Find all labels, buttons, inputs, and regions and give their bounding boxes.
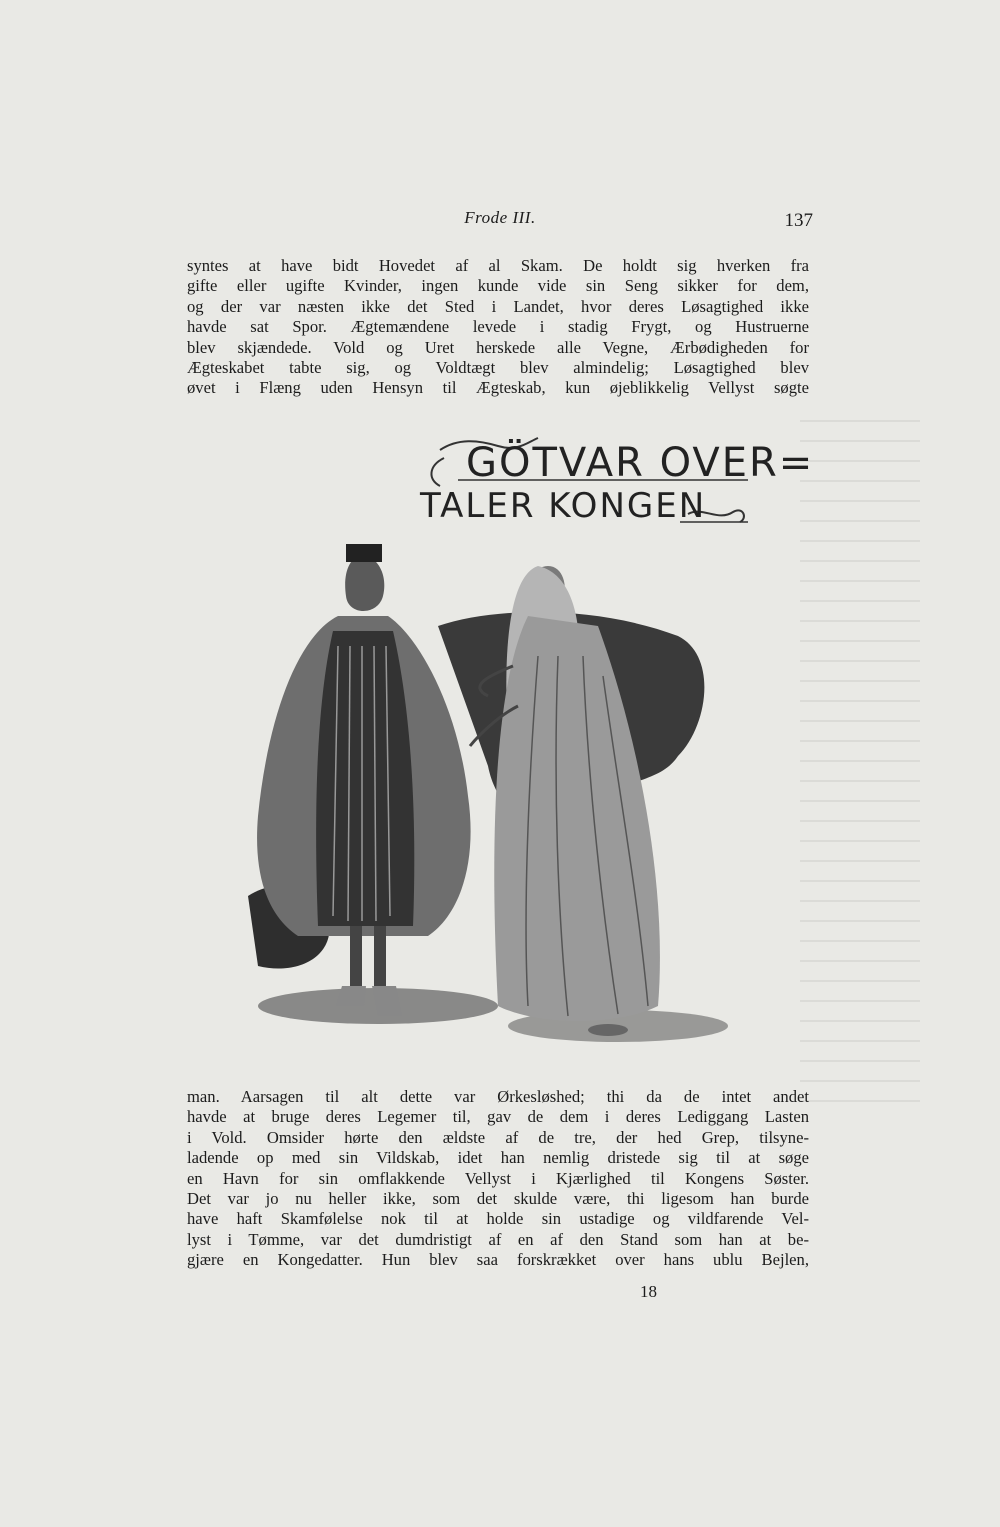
engraving-illustration	[238, 536, 738, 1056]
title-line-1: GÖTVAR OVER=	[466, 440, 815, 486]
text-line: blev skjændede. Vold og Uret herskede alle Vegne, Ærbødigheden for	[187, 337, 809, 357]
king-and-woman-figures	[238, 536, 738, 1056]
text-line: gifte eller ugifte Kvinder, ingen kunde vide sin Seng sikker for dem,	[187, 276, 809, 296]
text-line: i Vold. Omsider hørte den ældste af de tre, der hed Grep, tilsyne-	[187, 1127, 809, 1147]
text-line: gjære en Kongedatter. Hun blev saa forskrækket over hans ublu Bejlen,	[187, 1250, 809, 1270]
page-number: 137	[784, 210, 813, 231]
top-paragraph	[187, 256, 809, 399]
text-line: man. Aarsagen til alt dette var Ørkesløshed; thi da de intet andet	[187, 1087, 809, 1106]
text-line: ladende op med sin Vildskab, idet han nemlig dristede sig til at søge	[187, 1148, 809, 1168]
text-line: en Havn for sin omflakkende Vellyst i Kjærlighed til Kongens Søster.	[187, 1168, 809, 1188]
signature-mark: 18	[640, 1282, 657, 1301]
text-line: Ægteskabet tabte sig, og Voldtægt blev almindelig; Løsagtighed blev	[187, 357, 809, 377]
text-line: havde sat Spor. Ægtemændene levede i stadig Frygt, og Hustruerne	[187, 317, 809, 337]
text-line: Det var jo nu heller ikke, som det skulde være, thi ligesom han burde	[187, 1188, 809, 1208]
illustration-title	[418, 436, 815, 528]
text-line: syntes at have bidt Hovedet af al Skam. De holdt sig hverken fra	[187, 256, 809, 275]
text-line: lyst i Tømme, var det dumdristigt af en af den Stand som han at be-	[187, 1229, 809, 1249]
text-line: øvet i Flæng uden Hensyn til Ægteskab, kun øjeblikkelig Vellyst søgte	[187, 378, 809, 398]
running-title: Frode III.	[464, 208, 536, 227]
bleed-through-texture	[800, 420, 920, 1120]
text-line: og der var næsten ikke det Sted i Landet, hvor deres Løsagtighed ikke	[187, 296, 809, 316]
text-line: have haft Skamfølelse nok til at holde sin ustadige og vildfarende Vel-	[187, 1209, 809, 1229]
bottom-paragraph	[187, 1087, 809, 1271]
title-line-2: TALER KONGEN	[420, 486, 707, 526]
text-line: havde at bruge deres Legemer til, gav de dem i deres Lediggang Lasten	[187, 1107, 809, 1127]
